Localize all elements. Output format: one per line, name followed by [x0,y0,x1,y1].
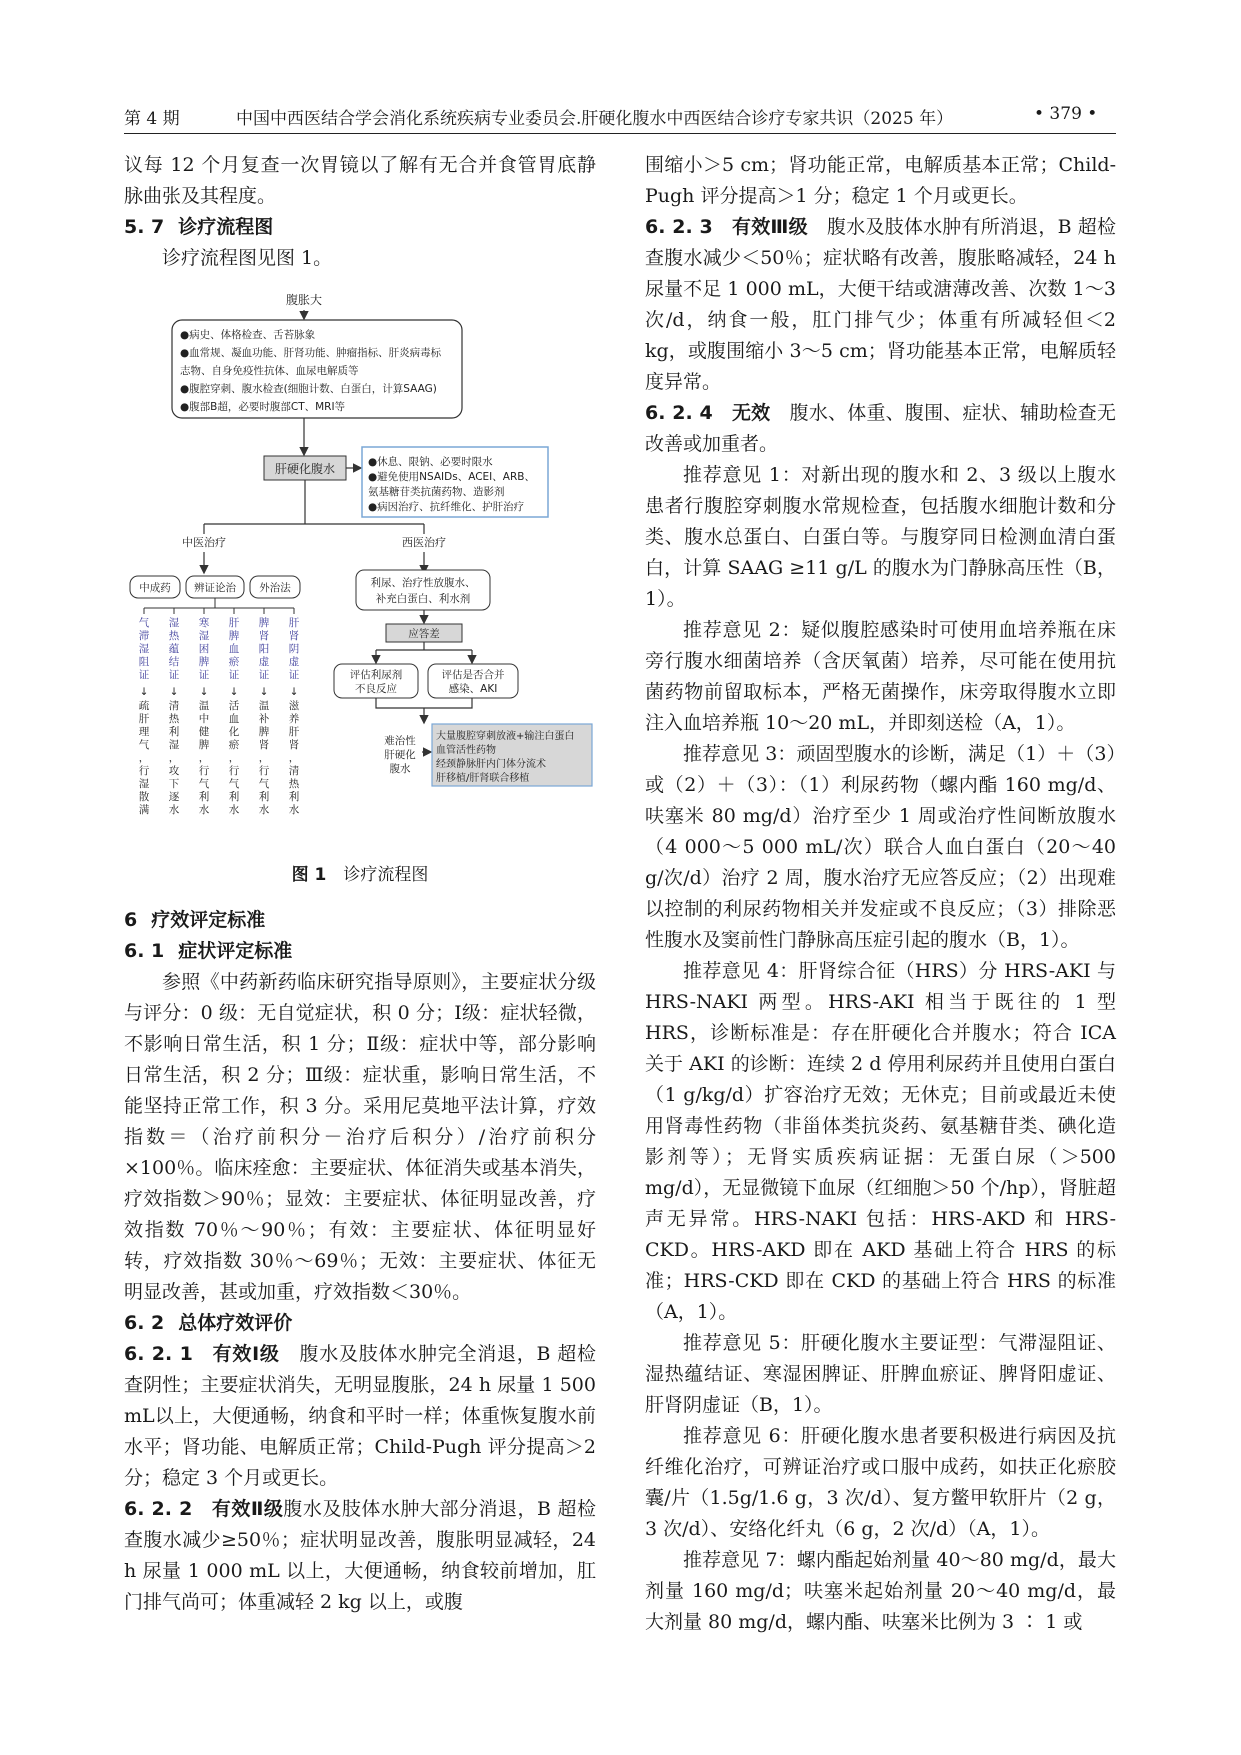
section-5-7-paragraph: 诊疗流程图见图 1。 [162,247,333,269]
flow-syndrome-arrow-5: ↓ [259,686,269,698]
recommendation-6: 推荐意见 6：肝硬化腹水患者要积极进行病因及抗纤维化治疗，可辨证治疗或口服中成药，如扶正化瘀胶囊/片（1.5g/1.6 g，3 次/d）、复方鳖甲软肝片（2 g，3 次/d）、安络化纤丸（6 g，2 次/d）（A，1）。 [645,1425,1116,1540]
flow-refractory-2: 肝硬化 [384,749,416,761]
section-6-1-heading [124,936,596,967]
section-number: 6. 1 [124,940,165,962]
flow-center-text: 肝硬化腹水 [274,462,336,476]
figure-caption [124,860,596,891]
flow-refractory-line-4: 肝移植/肝肾联合移植 [436,773,530,784]
recommendation-2: 推荐意见 2：疑似腹腔感染时可使用血培养瓶在床旁行腹水细菌培养（含厌氧菌）培养，尽可能在使用抗菌药物前留取标本，严格无菌操作，床旁取得腹水立即注入血培养瓶 10～20 mL，并即刻送检（A，1）。 [645,619,1116,734]
section-body: 腹水及肢体水肿有所消退，B 超检查腹水减少＜50％；症状略有改善，腹胀略减轻，24 h 尿量不足 1 000 mL，大便干结或溏薄改善、次数 1～3 次/d，纳食一般，肛门排气少；体重有所减轻但＜2 kg，或腹围缩小 3～5 cm；肾功能基本正常，电解质轻度异常。 [645,216,1116,393]
flow-tcm-box-1-text: 中成药 [139,582,171,594]
flow-syndrome-arrow-6: ↓ [289,686,299,698]
section-number: 5. 7 [124,216,165,238]
flow-top-title: 腹胀大 [285,293,323,307]
flow-syndromes [139,608,300,816]
left-column [124,150,596,1618]
section-title: 无效 [731,402,771,424]
section-body: 腹水及肢体水肿完全消退，B 超检查阴性；主要症状消失，无明显腹胀，24 h 尿量 1 500 mL以上，大便通畅，纳食和平时一样；体重恢复腹水前水平；肾功能、电解质正常；Child-Pugh 评分提高＞2 分；稳定 3 个月或更长。 [124,1343,596,1489]
flow-syndrome-name-3: 寒湿困脾证 [198,617,210,681]
section-title: 有效Ⅱ级 [211,1498,284,1520]
flow-refractory-line-3: 经颈静脉肝内门体分流术 [436,759,546,770]
flow-syndrome-treatment-2: 清热利湿，攻下逐水 [168,700,180,816]
section-body: 腹水及肢体水肿大部分消退，B 超检查腹水减少≥50％；症状明显改善，腹胀明显减轻，24 h 尿量 1 000 mL 以上，大便通畅，纳食较前增加，肛门排气尚可；体重减轻 2 kg 以上，或腹 [124,1498,597,1613]
flowchart-svg [124,284,596,854]
section-6-2-1-paragraph [124,1339,596,1494]
figure-caption-text: 诊疗流程图 [343,865,429,885]
section-6-2-2-continued: 围缩小＞5 cm；肾功能正常，电解质基本正常；Child-Pugh 评分提高＞1 分；稳定 1 个月或更长。 [645,154,1116,207]
flow-syndrome-arrow-3: ↓ [199,686,209,698]
figure-label: 图 1 [291,865,327,885]
flow-exam-line-1: ●病史、体格检查、舌苔脉象 [180,329,316,341]
section-body: 腹水、体重、腹围、症状、辅助检查无改善或加重者。 [645,402,1116,455]
section-number: 6. 2. 2 [124,1498,193,1520]
flow-syndrome-name-5: 脾肾阳虚证 [258,617,270,681]
recommendation-3: 推荐意见 3：顽固型腹水的诊断，满足（1）＋（3）或（2）＋（3）：（1）利尿药物（螺内酯 160 mg/d、呋塞米 80 mg/d）治疗至少 1 周或治疗性间断放腹水（4 000～5 000 mL/次）联合人血白蛋白（20～40 g/次/d）治疗 2 周，腹水治疗无应答反应；（2）出现难以控制的利尿药物相关并发症或不良反应；（3）排除恶性腹水及窦前性门静脉高压症引起的腹水（B，1）。 [645,743,1116,951]
flow-syndrome-name-2: 湿热蕴结证 [168,617,180,681]
flow-wm-label: 西医治疗 [402,536,446,549]
section-6-2-heading [124,1308,596,1339]
flow-exam-line-5: ●腹部B超，必要时腹部CT、MRI等 [180,401,346,413]
flow-eval1-line-1: 评估利尿剂 [349,669,403,681]
section-6-1-paragraph: 参照《中药新药临床研究指导原则》，主要症状分级与评分：0 级：无自觉症状，积 0 分；Ⅰ级：症状轻微，不影响日常生活，积 1 分；Ⅱ级：症状中等，部分影响日常生活，积 2 分；Ⅲ级：症状重，影响日常生活，不能坚持正常工作，积 3 分。采用尼莫地平法计算，疗效指数＝（治疗前积分－治疗后积分）/治疗前积分×100％。临床痊愈：主要症状、体征消失或基本消失，疗效指数＞90％；显效：主要症状、体征明显改善，疗效指数 70％～90％；有效：主要症状、体征明显好转，疗效指数 30％～69％；无效：主要症状、体征无明显改善，甚或加重，疗效指数＜30％。 [124,971,596,1303]
flow-syndrome-treatment-5: 温补脾肾，行气利水 [258,700,270,816]
flow-syndrome-arrow-1: ↓ [139,686,149,698]
header-title: 中国中西医结合学会消化系统疾病专业委员会.肝硬化腹水中西医结合诊疗专家共识（2025 年） [236,109,954,129]
flow-syndrome-treatment-1: 疏肝理气，行湿散满 [138,700,150,816]
section-number: 6. 2. 1 [124,1343,193,1365]
flow-general-line-1: ●休息、限钠、必要时限水 [368,456,493,468]
flow-exam-line-3: 志物、自身免疫性抗体、血尿电解质等 [180,365,359,377]
recommendation-7: 推荐意见 7：螺内酯起始剂量 40～80 mg/d，最大剂量 160 mg/d；呋塞米起始剂量 20～40 mg/d，最大剂量 80 mg/d，螺内酯、呋塞米比例为 3 ∶ 1 或 [645,1549,1116,1633]
flow-syndrome-name-1: 气滞湿阻证 [138,617,150,681]
section-number: 6. 2 [124,1312,165,1334]
flow-eval2-line-1: 评估是否合并 [441,669,505,681]
section-number: 6. 2. 4 [645,402,713,424]
section-title: 诊疗流程图 [178,216,274,238]
flow-tcm-box-3-text: 外治法 [259,582,291,594]
recommendation-5: 推荐意见 5：肝硬化腹水主要证型：气滞湿阻证、湿热蕴结证、寒湿困脾证、肝脾血瘀证、脾肾阳虚证、肝肾阴虚证（B，1）。 [645,1332,1116,1416]
flow-syndrome-arrow-2: ↓ [169,686,179,698]
flow-eval1-line-2: 不良反应 [355,683,397,695]
flow-refractory-line-1: 大量腹腔穿刺放液+输注白蛋白 [436,731,575,742]
section-number: 6 [124,909,138,931]
section-number: 6. 2. 3 [645,216,713,238]
header-issue: 第 4 期 [124,109,180,129]
flow-exam-line-2: ●血常规、凝血功能、肝肾功能、肿瘤指标、肝炎病毒标 [180,347,442,359]
flow-refractory-line-2: 血管活性药物 [436,745,496,756]
flow-general-line-4: ●病因治疗、抗纤维化、护肝治疗 [368,501,525,513]
recommendation-1: 推荐意见 1：对新出现的腹水和 2、3 级以上腹水患者行腹腔穿刺腹水常规检查，包括腹水细胞计数和分类、腹水总蛋白、白蛋白等。与腹穿同日检测血清白蛋白，计算 SAAG ≥11 g/L 的腹水为门静脉高压性（B，1）。 [645,464,1116,610]
flowchart-figure [124,284,596,854]
flow-poor-response-text: 应答差 [408,628,440,640]
flow-syndrome-name-4: 肝脾血瘀证 [228,617,240,681]
section-title: 总体疗效评价 [178,1312,293,1334]
flow-syndrome-treatment-3: 温中健脾，行气利水 [198,700,210,816]
section-6-heading [124,905,596,936]
flow-wm-line-2: 补充白蛋白、利水剂 [375,593,471,605]
flow-syndrome-name-6: 肝肾阴虚证 [288,617,300,681]
flow-refractory-3: 腹水 [389,763,411,775]
section-6-2-2-paragraph [124,1494,596,1618]
flow-syndrome-treatment-6: 滋养肝肾，清热利水 [288,700,300,816]
flow-tcm-box-2-text: 辨证论治 [194,582,236,594]
flow-exam-line-4: ●腹腔穿刺、腹水检查(细胞计数、白蛋白，计算SAAG) [180,383,437,395]
right-column [645,150,1116,1638]
section-6-2-3-paragraph [645,212,1116,398]
section-6-2-4-paragraph [645,398,1116,460]
flow-refractory-1: 难治性 [384,735,416,747]
intro-paragraph: 议每 12 个月复查一次胃镜以了解有无合并食管胃底静脉曲张及其程度。 [124,154,596,207]
flow-syndrome-treatment-4: 活血化瘀，行气利水 [228,700,240,816]
flow-eval2-line-2: 感染、AKI [448,683,498,695]
recommendation-4: 推荐意见 4：肝肾综合征（HRS）分 HRS-AKI 与 HRS-NAKI 两型。HRS-AKI 相当于既往的 1 型 HRS，诊断标准是：存在肝硬化合并腹水；符合 ICA 关于 AKI 的诊断：连续 2 d 停用利尿药并且使用白蛋白（1 g/kg/d）扩容治疗无效；无休克；目前或最近未使用肾毒性药物（非甾体类抗炎药、氨基糖苷类、碘化造影剂等）；无肾实质疾病证据：无蛋白尿（＞500 mg/d），无显微镜下血尿（红细胞＞50 个/hp），肾脏超声无异常。HRS-NAKI 包括：HRS-AKD 和 HRS-CKD。HRS-AKD 即在 AKD 基础上符合 HRS 的标准；HRS-CKD 即在 CKD 的基础上符合 HRS 的标准（A，1）。 [645,960,1116,1323]
flow-wm-line-1: 利尿、治疗性放腹水、 [370,577,476,589]
section-5-7-heading [124,212,596,243]
flow-tcm-label: 中医治疗 [182,536,226,549]
flow-syndrome-arrow-4: ↓ [229,686,239,698]
section-title: 有效Ⅰ级 [211,1343,280,1365]
flow-general-line-3: 氨基糖苷类抗菌药物、造影剂 [368,486,505,498]
section-title: 有效Ⅲ级 [731,216,808,238]
flow-general-line-2: ●避免使用NSAIDs、ACEI、ARB、 [368,471,535,483]
header-rule [124,133,1116,134]
header-page-number: • 379 • [1034,104,1098,124]
section-title: 症状评定标准 [178,940,293,962]
section-title: 疗效评定标准 [151,909,266,931]
